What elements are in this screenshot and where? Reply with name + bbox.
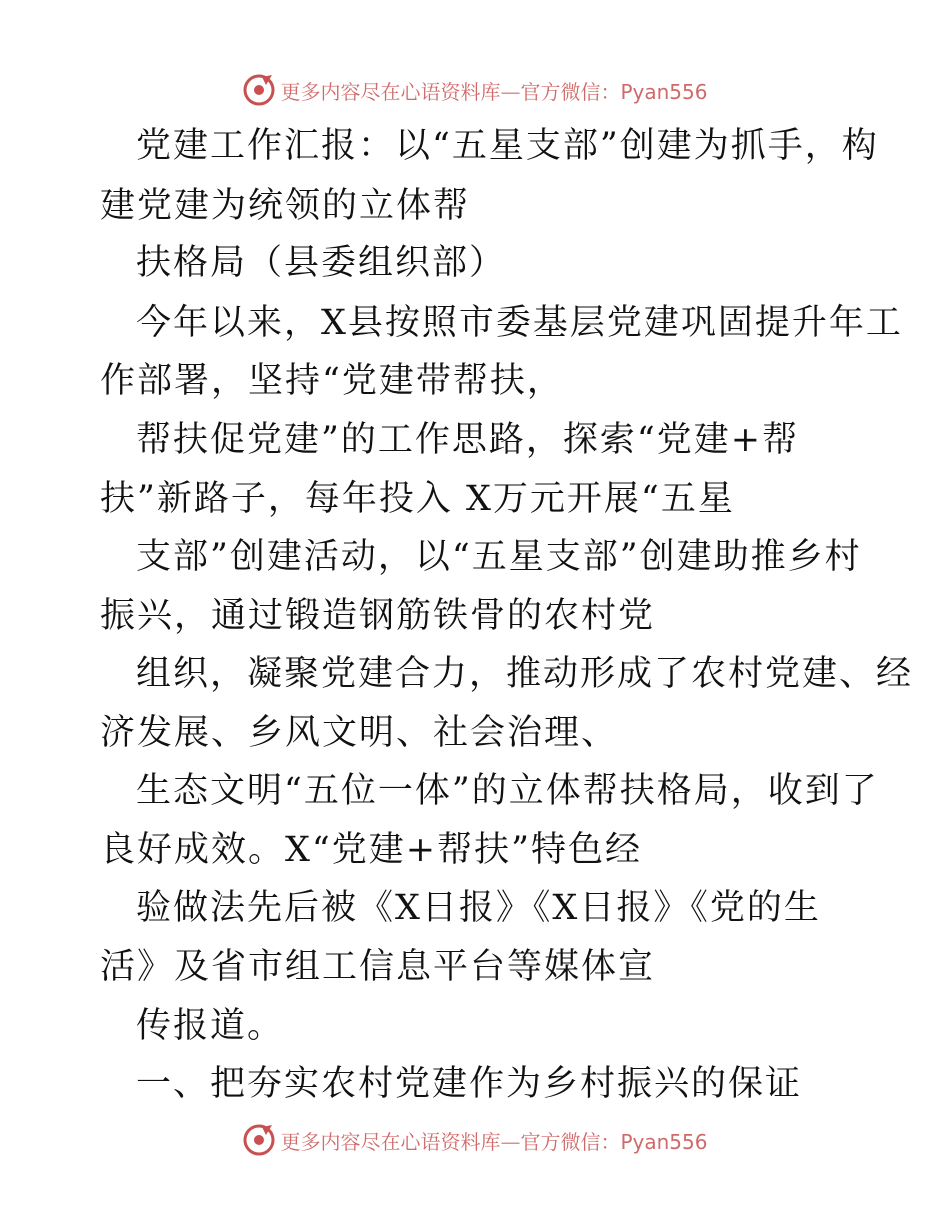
watermark-title: 更多内容尽在心语资料库	[280, 1129, 501, 1154]
text-line: 今年以来，X县按照市委基层党建巩固提升年工	[136, 303, 903, 343]
watermark-title: 更多内容尽在心语资料库	[280, 79, 501, 104]
text-line: 扶”新路子，每年投入 X万元开展“五星	[100, 479, 735, 519]
watermark-text	[280, 1126, 707, 1155]
text-line: 支部”创建活动，以“五星支部”创建助推乡村	[136, 537, 862, 577]
text-line: 济发展、乡风文明、社会治理、	[100, 713, 619, 753]
text-line: 建党建为统领的立体帮	[100, 186, 471, 226]
text-line: 传报道。	[136, 1006, 285, 1046]
text-line: 作部署，坚持“党建带帮扶，	[100, 361, 564, 401]
watermark-dash: —	[500, 79, 521, 104]
text-line: 良好成效。X“党建+帮扶”特色经	[100, 830, 643, 870]
text-line: 组织，凝聚党建合力，推动形成了农村党建、经	[136, 654, 914, 694]
watermark-dash: —	[500, 1129, 521, 1154]
text-line: 帮扶促党建”的工作思路，探索“党建+帮	[136, 420, 800, 460]
text-line: 振兴，通过锻造钢筋铁骨的农村党	[100, 596, 656, 636]
text-line: 生态文明“五位一体”的立体帮扶格局，收到了	[136, 771, 879, 811]
footer-watermark	[0, 1120, 950, 1160]
watermark-wechat: 官方微信：Pyan556	[520, 1129, 708, 1154]
quill-seal-icon	[242, 1123, 276, 1157]
text-line: 验做法先后被《X日报》《X日报》《党的生	[136, 888, 821, 928]
section-heading: 一、把夯实农村党建作为乡村振兴的保证	[136, 1064, 803, 1104]
text-line: 党建工作汇报：以“五星支部”创建为抓手，构	[136, 126, 879, 166]
text-line: 活》及省市组工信息平台等媒体宣	[100, 947, 656, 987]
watermark-wechat: 官方微信：Pyan556	[520, 79, 708, 104]
text-line: 扶格局（县委组织部）	[136, 243, 507, 283]
